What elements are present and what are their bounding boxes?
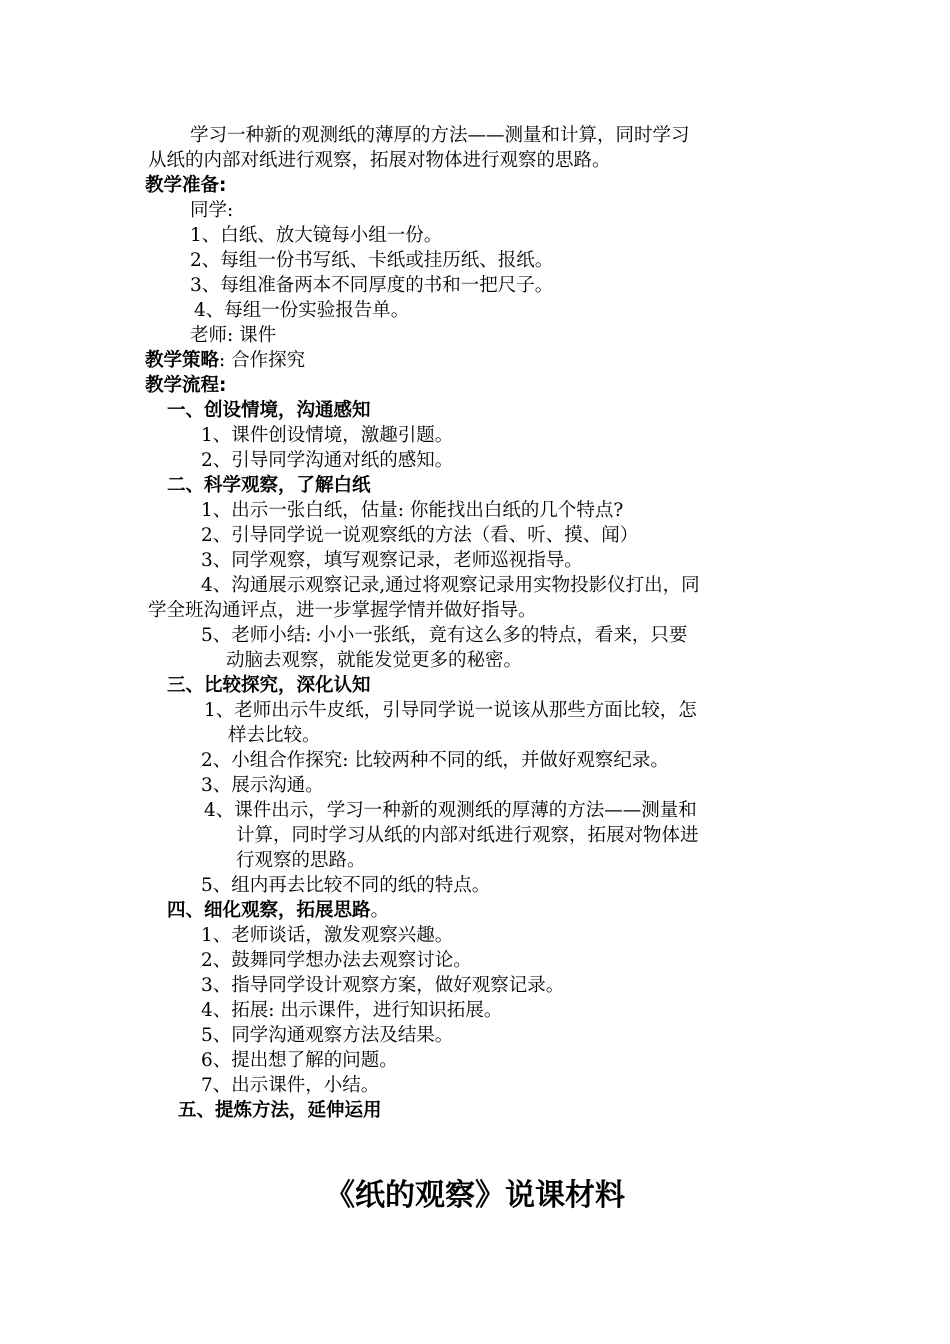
intro-line-1: 学习一种新的观测纸的薄厚的方法——测量和计算，同时学习 (190, 125, 690, 146)
section-4-item: 4、拓展: 出示课件，进行知识拓展。 (201, 1000, 503, 1021)
section-1-item: 2、引导同学沟通对纸的感知。 (201, 450, 454, 471)
section-4-item: 2、鼓舞同学想办法去观察讨论。 (201, 950, 472, 971)
section-4-title-line (167, 899, 389, 923)
section-3-item-continued: 样去比较。 (228, 725, 321, 746)
section-3-item: 3、展示沟通。 (201, 775, 324, 796)
prep-students-label: 同学: (190, 200, 234, 221)
section-3-title: 三、比较探究，深化认知 (167, 675, 371, 696)
section-3-item: 1、老师出示牛皮纸，引导同学说一说该从那些方面比较，怎 (204, 700, 697, 721)
section-2-item: 1、出示一张白纸，估量: 你能找出白纸的几个特点? (201, 500, 624, 521)
section-3-item-continued: 行观察的思路。 (236, 850, 366, 871)
section-1-item: 1、课件创设情境，激趣引题。 (201, 425, 454, 446)
section-2-item-continued: 学全班沟通评点，进一步掌握学情并做好指导。 (148, 600, 537, 621)
strategy-line (145, 349, 305, 373)
section-3-item-continued: 计算，同时学习从纸的内部对纸进行观察，拓展对物体进 (236, 825, 699, 846)
section-4-item: 3、指导同学设计观察方案，做好观察记录。 (201, 975, 565, 996)
section-3-item: 5、组内再去比较不同的纸的特点。 (201, 875, 491, 896)
section-3-item: 2、小组合作探究: 比较两种不同的纸，并做好观察纪录。 (201, 750, 669, 771)
strategy-text: : 合作探究 (219, 350, 306, 371)
section-2-item: 5、老师小结: 小小一张纸，竟有这么多的特点，看来，只要 (201, 625, 688, 646)
intro-line-2: 从纸的内部对纸进行观察，拓展对物体进行观察的思路。 (148, 150, 611, 171)
prep-teacher: 老师: 课件 (190, 325, 277, 346)
prep-item: 2、每组一份书写纸、卡纸或挂历纸、报纸。 (190, 250, 554, 271)
section-5-title: 五、提炼方法，延伸运用 (178, 1100, 382, 1121)
section-2-item-continued: 动脑去观察，就能发觉更多的秘密。 (226, 650, 523, 671)
document-title: 《纸的观察》说课材料 (325, 1178, 625, 1213)
section-2-title: 二、科学观察，了解白纸 (167, 475, 371, 496)
section-4-title-tail: 。 (370, 900, 390, 921)
section-2-item: 2、引导同学说一说观察纸的方法（看、听、摸、闻） (201, 525, 639, 546)
section-3-item: 4、课件出示，学习一种新的观测纸的厚薄的方法——测量和 (204, 800, 697, 821)
prep-item: 4、每组一份实验报告单。 (194, 300, 410, 321)
prep-heading: 教学准备: (145, 175, 227, 196)
section-4-item: 6、提出想了解的问题。 (201, 1050, 398, 1071)
section-4-item: 1、老师谈话，激发观察兴趣。 (201, 925, 454, 946)
section-1-title: 一、创设情境，沟通感知 (167, 400, 371, 421)
section-4-item: 5、同学沟通观察方法及结果。 (201, 1025, 454, 1046)
section-4-item: 7、出示课件，小结。 (201, 1075, 380, 1096)
section-2-item: 4、沟通展示观察记录,通过将观察记录用实物投影仪打出，同 (201, 575, 700, 596)
prep-item: 3、每组准备两本不同厚度的书和一把尺子。 (190, 275, 554, 296)
prep-item: 1、白纸、放大镜每小组一份。 (190, 225, 443, 246)
section-2-item: 3、同学观察，填写观察记录，老师巡视指导。 (201, 550, 583, 571)
process-heading: 教学流程: (145, 375, 227, 396)
strategy-heading: 教学策略 (145, 350, 220, 371)
section-4-title: 四、细化观察，拓展思路 (167, 900, 371, 921)
